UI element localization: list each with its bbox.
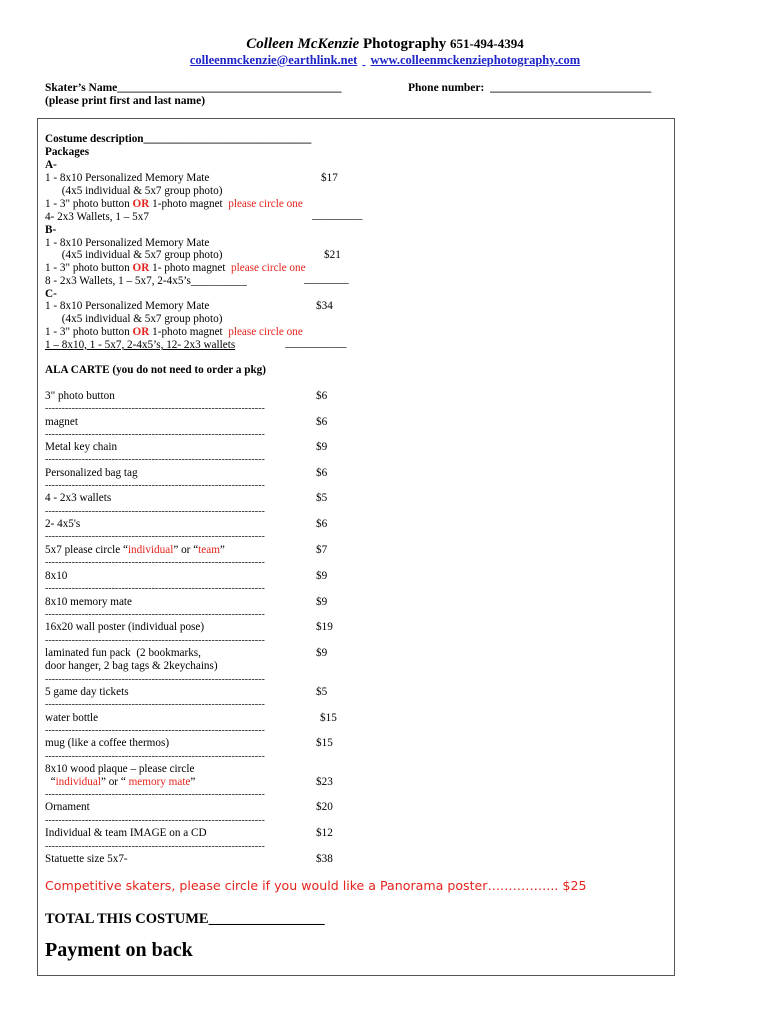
package-a-wallets: 4- 2x3 Wallets, 1 – 5x7 [45, 211, 149, 223]
ala-carte-heading: ALA CARTE (you do not need to order a pkg) [45, 364, 266, 376]
package-c-detail: (4x5 individual & 5x7 group photo) [45, 313, 223, 325]
separator: ------------------------------------------------------------------ [45, 480, 265, 491]
option-team: team [198, 544, 220, 556]
item-price: $12 [316, 827, 333, 839]
separator: ------------------------------------------------------------------ [45, 725, 265, 736]
item-price: $15 [320, 712, 337, 724]
package-b-price: $21 [324, 249, 341, 261]
separator: ------------------------------------------------------------------ [45, 429, 265, 440]
or-label: OR [132, 198, 150, 210]
item-name: Ornament [45, 801, 90, 813]
item-price: $9 [316, 647, 328, 659]
item-name: 4 - 2x3 wallets [45, 492, 112, 504]
skater-name-field[interactable]: Skater’s Name_______________________________________ [45, 82, 342, 94]
item-name: mug (like a coffee thermos) [45, 737, 170, 749]
package-a-blank[interactable]: _________ [312, 209, 363, 221]
item-price: $23 [316, 776, 333, 788]
website-link[interactable]: www.colleenmckenziephotography.com [370, 53, 581, 67]
business-label: Photography [362, 36, 447, 52]
option-individual: individual [127, 544, 174, 556]
phone-number: 651-494-4394 [450, 36, 524, 51]
circle-note: please circle one [228, 198, 303, 210]
item-price: $6 [316, 467, 328, 479]
item-name-cont: door hanger, 2 bag tags & 2keychains) [45, 660, 218, 672]
phone-number-field[interactable]: Phone number: ____________________________ [408, 82, 652, 94]
item-name: 3" photo button [45, 390, 115, 402]
item-price: $9 [316, 441, 328, 453]
separator: ------------------------------------------------------------------ [45, 609, 265, 620]
item-name: water bottle [45, 712, 99, 724]
payment-note: Payment on back [45, 939, 193, 961]
item-name: Personalized bag tag [45, 467, 138, 479]
separator: ------------------------------------------------------------------ [45, 403, 265, 414]
item-name: 8x10 [45, 570, 68, 582]
item-name: 5 game day tickets [45, 686, 129, 698]
item-price: $9 [316, 570, 328, 582]
option-memory-mate: memory mate [128, 776, 191, 788]
or-label: OR [132, 262, 150, 274]
package-c-label: C- [45, 288, 57, 300]
or-label: OR [132, 326, 150, 338]
item-price: $6 [316, 518, 328, 530]
package-b-detail: (4x5 individual & 5x7 group photo) [45, 249, 223, 261]
separator: ------------------------------------------------------------------ [45, 815, 265, 826]
contact-links [0, 53, 770, 68]
circle-note: please circle one [228, 326, 303, 338]
separator: ------------------------------------------------------------------ [45, 635, 265, 646]
separator: ------------------------------------------------------------------ [45, 583, 265, 594]
separator: ------------------------------------------------------------------ [45, 699, 265, 710]
package-a-price: $17 [321, 172, 338, 184]
item-price: $5 [316, 686, 328, 698]
package-b-wallets: 8 - 2x3 Wallets, 1 – 5x7, 2-4x5’s__________ [45, 275, 247, 287]
item-price: $7 [316, 544, 328, 556]
item-name: Individual & team IMAGE on a CD [45, 827, 207, 839]
item-name: 8x10 memory mate [45, 596, 132, 608]
total-field[interactable]: TOTAL THIS COSTUME________________ [45, 911, 325, 927]
item-name: Statuette size 5x7- [45, 853, 128, 865]
item-name: 2- 4x5's [45, 518, 81, 530]
circle-note: please circle one [231, 262, 306, 274]
package-a-line: 1 - 8x10 Personalized Memory Mate [45, 172, 210, 184]
email-link[interactable]: colleenmckenzie@earthlink.net [189, 53, 358, 67]
plaque-options: “individual” or “ memory mate” [45, 776, 196, 788]
separator: ------------------------------------------------------------------ [45, 841, 265, 852]
item-price: $20 [316, 801, 333, 813]
item-price: $15 [316, 737, 333, 749]
panorama-note: Competitive skaters, please circle if you would like a Panorama poster…………….. $25 [45, 878, 587, 893]
item-name: 16x20 wall poster (individual pose) [45, 621, 205, 633]
skater-name-note: (please print first and last name) [45, 95, 206, 107]
package-c-price: $34 [316, 300, 333, 312]
item-price: $6 [316, 416, 328, 428]
package-a-detail: (4x5 individual & 5x7 group photo) [45, 185, 223, 197]
package-b-line: 1 - 8x10 Personalized Memory Mate [45, 237, 210, 249]
separator: ------------------------------------------------------------------ [45, 789, 265, 800]
package-b-label: B- [45, 224, 57, 236]
item-price: $6 [316, 390, 328, 402]
item-name: 8x10 wood plaque – please circle [45, 763, 195, 775]
item-price: $38 [316, 853, 333, 865]
package-b-choice: 1 - 3" photo button OR 1- photo magnet please circle one [45, 262, 306, 274]
item-name-5x7: 5x7 please circle “individual” or “team” [45, 544, 225, 556]
item-price: $19 [316, 621, 333, 633]
package-b-blank[interactable]: ________ [304, 273, 349, 285]
letterhead-title [0, 36, 770, 53]
separator: ------------------------------------------------------------------ [45, 674, 265, 685]
item-price: $9 [316, 596, 328, 608]
option-individual: individual [55, 776, 101, 788]
separator: ------------------------------------------------------------------ [45, 531, 265, 542]
item-name: Metal key chain [45, 441, 118, 453]
package-c-blank[interactable]: ___________ [285, 337, 347, 349]
package-c-wallets: 1 – 8x10, 1 - 5x7, 2-4x5’s, 12- 2x3 wallets [45, 339, 236, 351]
package-a-label: A- [45, 159, 57, 171]
item-price: $5 [316, 492, 328, 504]
photographer-name: Colleen McKenzie [246, 36, 360, 52]
separator: ------------------------------------------------------------------ [45, 557, 265, 568]
item-name: magnet [45, 416, 78, 428]
item-name: laminated fun pack (2 bookmarks, [45, 647, 201, 659]
package-c-choice: 1 - 3" photo button OR 1-photo magnet please circle one [45, 326, 303, 338]
package-c-line: 1 - 8x10 Personalized Memory Mate [45, 300, 210, 312]
packages-heading: Packages [45, 146, 90, 158]
package-a-choice: 1 - 3" photo button OR 1-photo magnet please circle one [45, 198, 303, 210]
separator: ------------------------------------------------------------------ [45, 751, 265, 762]
separator: ------------------------------------------------------------------ [45, 506, 265, 517]
costume-description-field[interactable]: Costume description______________________________ [45, 133, 312, 145]
separator: ------------------------------------------------------------------ [45, 454, 265, 465]
